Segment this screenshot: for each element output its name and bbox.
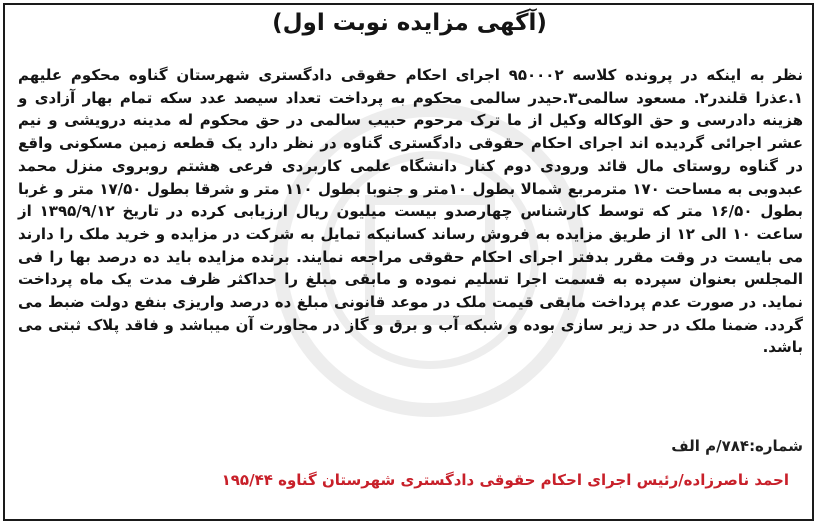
notice-title: (آگهی مزایده نوبت اول) [272, 10, 547, 36]
notice-number: شماره:۷۸۴/م الف [671, 437, 803, 455]
notice-body: نظر به اینکه در پرونده کلاسه ۹۵۰۰۰۲ اجرای احکام حقوقی دادگستری شهرستان گناوه محکوم علیهم ۱.عذرا قلندر۲. مسعود سالمی۳.حیدر سالمی محکوم به پرداخت تعداد سیصد عدد سکه تمام بهار آزادی و هزینه دادرسی و حق الوکاله وکیل از ما ترک مرحوم حبیب سالمی در حق محکوم له مدینه درویشی و نیم عشر اجرائی گردیده اند اجرای احکام حقوقی دادگستری گناوه در نظر دارد یک قطعه زمین مسکونی واقع در گناوه روستای مال قائد ورودی دوم کنار دانشگاه علمی کاربردی فرعی هشتم روبروی منزل محمد عبدوبی به مساحت ۱۷۰ مترمربع شمالا بطول ۱۰متر و جنوبا بطول ۱۱۰ متر و شرقا بطول ۱۷/۵۰ متر و غربا بطول ۱۶/۵۰ متر که توسط کارشناس چهارصدو بیست میلیون ریال ارزیابی کرده در تاریخ ۱۳۹۵/۹/۱۲ از ساعت ۱۰ الی ۱۲ از طریق مزایده به فروش رساند کسانیکه تمایل به شرکت در مزایده و خرید ملک را دارند می بایست در وقت مقرر بدفتر اجرای احکام حقوقی مراجعه نمایند. برنده مزایده باید ده درصد بها را فی المجلس بعنوان سپرده به قسمت اجرا تسلیم نموده و مابقی مبلغ را حداکثر ظرف مدت یک ماه پرداخت نماید. در صورت عدم پرداخت مابقی قیمت ملک در موعد قانونی مبلغ ده درصد واریزی بنفع دولت ضبط می گردد. ضمنا ملک در حد زیر سازی بوده و شبکه آب و برق و گاز در مجاورت آن میباشد و فاقد پلاک ثبتی می باشد. [18, 66, 804, 357]
notice-signature: احمد ناصرزاده/رئیس اجرای احکام حقوقی دادگستری شهرستان گناوه ۱۹۵/۴۴ [221, 471, 789, 489]
